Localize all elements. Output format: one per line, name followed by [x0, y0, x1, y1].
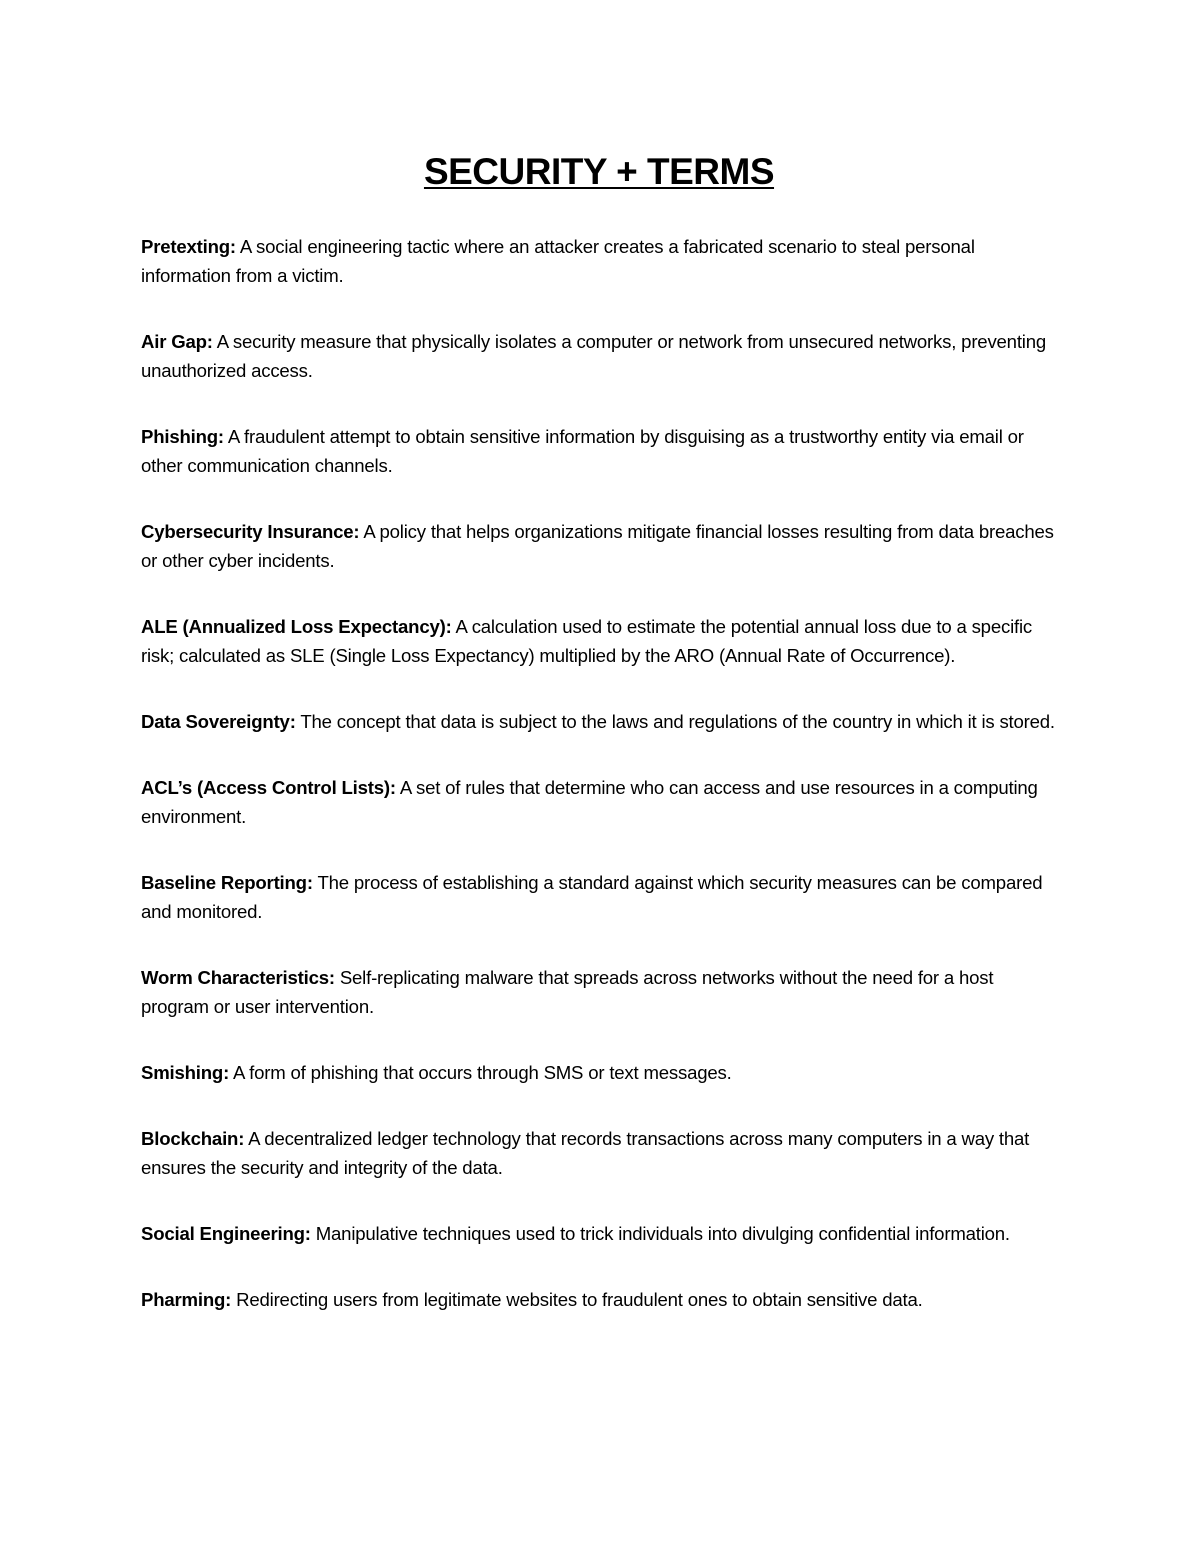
- term-definition: A social engineering tactic where an attacker creates a fabricated scenario to steal personal information from a victim.: [141, 236, 975, 286]
- term-definition: Manipulative techniques used to trick individuals into divulging confidential information.: [315, 1223, 1010, 1244]
- term-entry: [141, 517, 1057, 575]
- term-definition: A security measure that physically isolates a computer or network from unsecured networks, preventing unauthorized access.: [141, 331, 1047, 381]
- term-definition: A policy that helps organizations mitigate financial losses resulting from data breaches or other cyber incidents.: [141, 521, 1054, 571]
- term-entry: [141, 868, 1057, 926]
- term-name: Social Engineering:: [141, 1223, 311, 1244]
- term-name: Data Sovereignty:: [141, 711, 296, 732]
- term-entry: [141, 422, 1057, 480]
- term-entry: [141, 707, 1057, 736]
- term-name: Pretexting:: [141, 236, 236, 257]
- term-entry: [141, 232, 1057, 290]
- term-definition: The concept that data is subject to the laws and regulations of the country in which it is stored.: [300, 711, 1055, 732]
- term-entry: [141, 773, 1057, 831]
- term-entry: [141, 963, 1057, 1021]
- term-name: Pharming:: [141, 1289, 232, 1310]
- document-page: [141, 148, 1057, 1351]
- term-name: ACL’s (Access Control Lists):: [141, 777, 396, 798]
- term-entry: [141, 612, 1057, 670]
- term-definition: Self-replicating malware that spreads across networks without the need for a host program or user intervention.: [141, 967, 994, 1017]
- term-name: Phishing:: [141, 426, 224, 447]
- term-entry: [141, 1124, 1057, 1182]
- term-entry: [141, 1285, 1057, 1314]
- term-name: Baseline Reporting:: [141, 872, 313, 893]
- term-definition: Redirecting users from legitimate websites to fraudulent ones to obtain sensitive data.: [236, 1289, 923, 1310]
- term-definition: A set of rules that determine who can access and use resources in a computing environment.: [141, 777, 1038, 827]
- term-name: ALE (Annualized Loss Expectancy):: [141, 616, 452, 637]
- term-name: Cybersecurity Insurance:: [141, 521, 360, 542]
- term-entry: [141, 1058, 1057, 1087]
- term-definition: A fraudulent attempt to obtain sensitive information by disguising as a trustworthy entity via email or other communication channels.: [141, 426, 1024, 476]
- term-entry: [141, 1219, 1057, 1248]
- term-name: Worm Characteristics:: [141, 967, 335, 988]
- term-definition: A calculation used to estimate the potential annual loss due to a specific risk; calculated as SLE (Single Loss Expectancy) multiplied by the ARO (Annual Rate of Occurrence).: [141, 616, 1032, 666]
- term-name: Air Gap:: [141, 331, 213, 352]
- document-title: SECURITY + TERMS: [423, 151, 775, 192]
- term-entry: [141, 327, 1057, 385]
- term-definition: The process of establishing a standard against which security measures can be compared and monitored.: [141, 872, 1043, 922]
- term-name: Blockchain:: [141, 1128, 245, 1149]
- term-name: Smishing:: [141, 1062, 230, 1083]
- term-definition: A form of phishing that occurs through SMS or text messages.: [233, 1062, 732, 1083]
- term-definition: A decentralized ledger technology that records transactions across many computers in a way that ensures the security and integrity of the data.: [141, 1128, 1030, 1178]
